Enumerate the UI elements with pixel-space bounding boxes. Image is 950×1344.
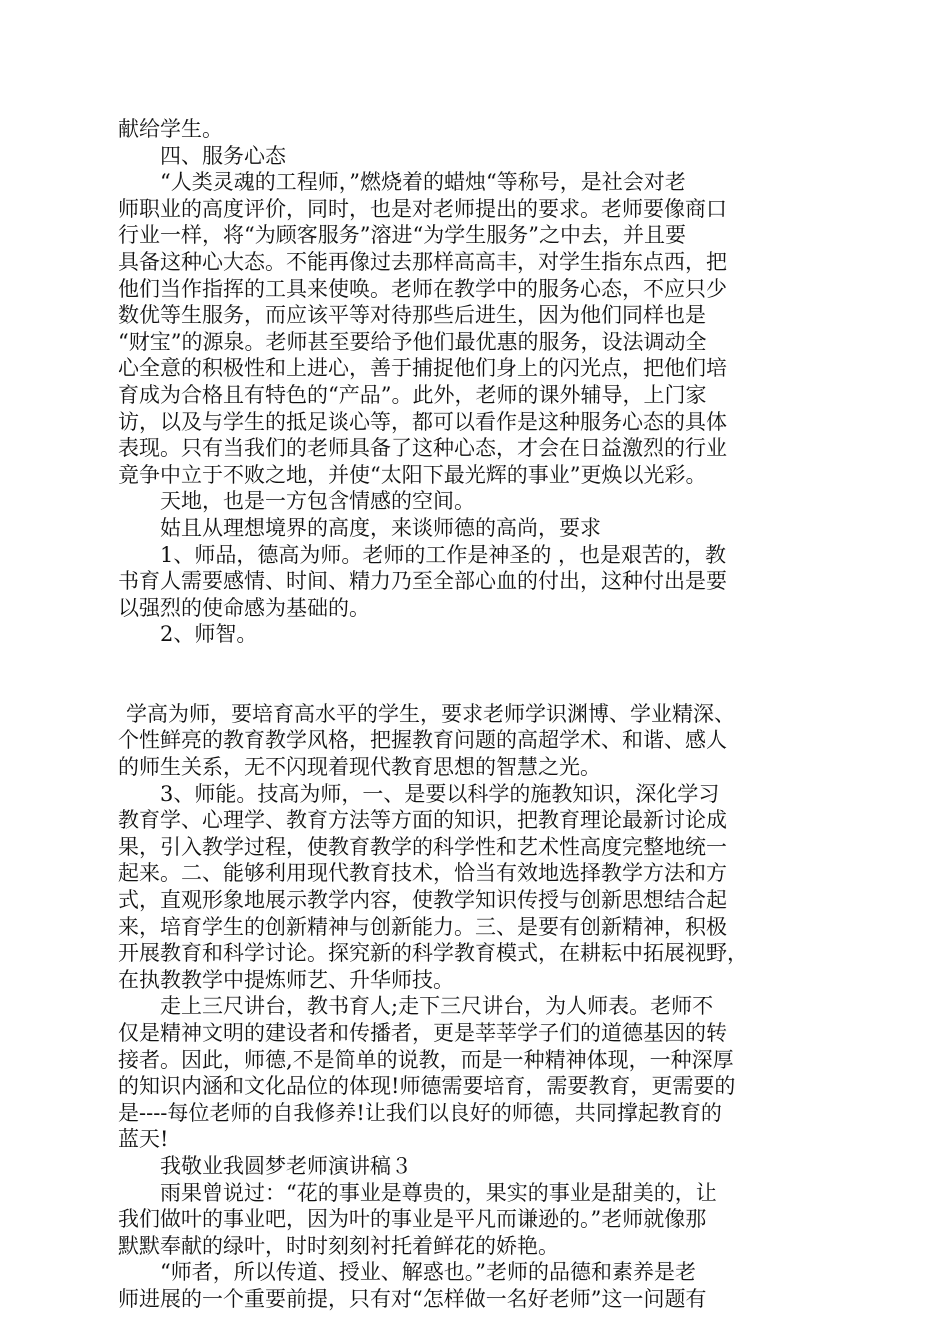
text-line: 以强烈的使命感为基础的。: [118, 595, 370, 620]
text-line: 献给学生。: [118, 117, 223, 141]
text-line: 表现。只有当我们的老师具备了这种心态，才会在日益激烈的行业: [118, 436, 727, 461]
text-line: 仅是精神文明的建设者和传播者，更是莘莘学子们的道德基因的转: [118, 1021, 727, 1045]
text-line: 蓝天!: [118, 1127, 169, 1152]
text-line: 师职业的高度评价，同时，也是对老师提出的要求。老师要像商口: [118, 196, 727, 221]
text-line: 开展教育和科学讨论。探究新的科学教育模式，在耕耘中拓展视野，: [118, 941, 748, 966]
text-line: 四、服务心态: [160, 143, 286, 168]
text-line: 数优等生服务，而应该平等对待那些后进生，因为他们同样也是: [118, 303, 706, 328]
text-line: 竟争中立于不败之地，并使“太阳下最光辉的事业”更焕以光彩。: [118, 462, 707, 487]
text-line: 走上三尺讲台，教书育人;走下三尺讲台，为人师表。老师不: [160, 994, 714, 1019]
text-line: “人类灵魂的工程师，”燃烧着的蜡烛“等称号，是社会对老: [160, 170, 686, 195]
text-line: 我敬业我圆梦老师演讲稿３: [160, 1153, 412, 1178]
text-line: 起来。二、能够利用现代教育技术，恰当有效地选择教学方法和方: [118, 861, 727, 886]
text-line: 果，引入教学过程，使教育教学的科学性和艺术性高度完整地统一: [118, 834, 727, 859]
text-line: 个性鲜亮的教育教学风格，把握教育问题的高超学术、和谐、感人: [118, 728, 727, 753]
text-line: 心全意的积极性和上进心，善于捕捉他们身上的闪光点，把他们培: [118, 356, 727, 381]
text-line: 我们做叶的事业吧，因为叶的事业是平凡而谦逊的。”老师就像那: [118, 1207, 707, 1232]
text-line: 具备这种心大态。不能再像过去那样高高丰，对学生指东点西，把: [118, 249, 727, 274]
text-line: 他们当作指挥的工具来使唤。老师在教学中的服务心态，不应只少: [118, 276, 727, 301]
document-body: [118, 116, 832, 1313]
text-line: 学高为师，要培育高水平的学生，要求老师学识渊博、学业精深、: [126, 701, 735, 726]
text-line: 教育学、心理学、教育方法等方面的知识，把教育理论最新讨论成: [118, 808, 727, 833]
text-line: “师者，所以传道、授业、解惑也。”老师的品德和素养是老: [160, 1260, 696, 1285]
text-line: 育成为合格且有特色的“产品”。此外，老师的课外辅导，上门家: [118, 382, 707, 407]
text-line: 接者。因此，师德,不是简单的说教，而是一种精神体现，一种深厚: [118, 1047, 734, 1072]
text-line: 雨果曾说过：“花的事业是尊贵的，果实的事业是甜美的，让: [160, 1180, 717, 1205]
text-line: 在执教教学中提炼师艺、升华师技。: [118, 967, 454, 992]
text-line: 默默奉献的绿叶，时时刻刻衬托着鲜花的娇艳。: [118, 1233, 559, 1258]
text-line: 的知识内涵和文化品位的体现!师德需要培育，需要教育，更需要的: [118, 1074, 736, 1099]
text-line: 2、师智。: [160, 622, 258, 647]
text-line: 3、师能。技高为师，一、是要以科学的施教知识，深化学习: [160, 781, 720, 806]
text-line: 是----每位老师的自我修养!让我们以良好的师德，共同撑起教育的: [118, 1100, 722, 1125]
text-line: 师进展的一个重要前提，只有对“怎样做一名好老师”这一问题有: [118, 1286, 707, 1311]
text-line: 姑且从理想境界的高度，来谈师德的高尚，要求: [160, 515, 601, 540]
text-line: 天地，也是一方包含情感的空间。: [160, 489, 475, 514]
text-line: 来，培育学生的创新精神与创新能力。三、是要有创新精神，积极: [118, 914, 727, 939]
text-line: 的师生关系，无不闪现着现代教育思想的智慧之光。: [118, 755, 601, 780]
text-line: 式，直观形象地展示教学内容，使教学知识传授与创新思想结合起: [118, 888, 727, 913]
text-line: “财宝”的源泉。老师甚至要给予他们最优惠的服务，设法调动全: [118, 329, 707, 354]
text-line: 访，以及与学生的抵足谈心等，都可以看作是这种服务心态的具体: [118, 409, 727, 434]
text-line: 书育人需要感情、时间、精力乃至全部心血的付出，这种付出是要: [118, 569, 727, 594]
blank-space: [118, 648, 832, 701]
text-line: 行业一样，将“为顾客服务”溶进“为学生服务”之中去，并且要: [118, 223, 686, 248]
text-line: 1、师品，德高为师。老师的工作是神圣的 ，也是艰苦的，教: [160, 542, 727, 567]
